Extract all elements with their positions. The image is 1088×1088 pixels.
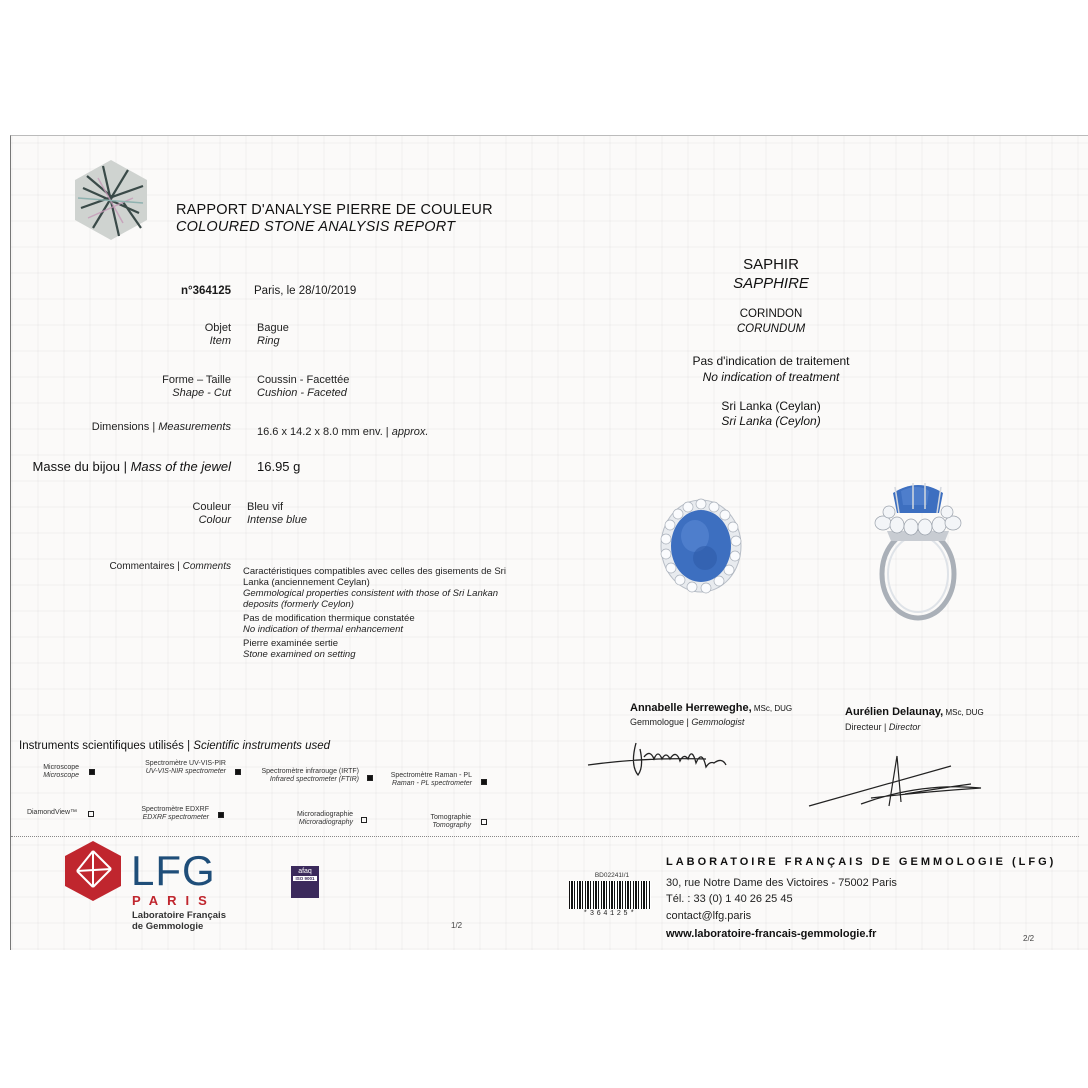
checkbox-ftir — [367, 775, 373, 781]
checkbox-raman-pl — [481, 779, 487, 785]
shape-cut-label: Forme – Taille Shape - Cut — [162, 374, 231, 399]
treatment-fr: Pas d'indication de traitement — [692, 354, 850, 368]
instruments-title: Instruments scientifiques utilisés | Scientific instruments used — [19, 740, 331, 752]
ring-top-view-photo — [659, 496, 743, 596]
signature-herreweghe — [586, 731, 771, 781]
comment-3: Pierre examinée sertie Stone examined on setting — [243, 638, 356, 660]
barcode-reference: BD02241I/1 — [594, 872, 630, 879]
item-value: Bague Ring — [257, 322, 289, 347]
page-number-2: 2/2 — [1023, 934, 1035, 943]
lab-phone: Tél. : 33 (0) 1 40 26 25 45 — [666, 893, 793, 905]
comments-label: Commentaires | Comments — [109, 561, 231, 572]
report-title-en: COLOURED STONE ANALYSIS REPORT — [176, 219, 456, 235]
gem-crystal-hexagon-icon — [73, 158, 149, 242]
comments-block — [243, 566, 533, 663]
instrument-microradiography: Microradiographie Microradiography — [296, 811, 353, 826]
instrument-edxrf: Spectromètre EDXRF EDXRF spectrometer — [141, 806, 209, 821]
instrument-microscope: Microscope Microscope — [43, 764, 79, 779]
instrument-tomography: Tomographie Tomography — [430, 814, 471, 829]
lab-address: 30, rue Notre Dame des Victoires - 75002 Paris — [666, 877, 897, 889]
lab-name-line1: Laboratoire Français — [132, 910, 226, 921]
lab-email[interactable]: contact@lfg.paris — [666, 910, 752, 922]
item-label: Objet Item — [204, 322, 231, 347]
checkbox-diamondview — [88, 811, 94, 817]
lab-name-line2: de Gemmologie — [132, 921, 204, 932]
report-title-fr: RAPPORT D'ANALYSE PIERRE DE COULEUR — [176, 202, 493, 218]
instrument-raman-pl: Spectromètre Raman - PL Raman - PL spectrometer — [390, 772, 472, 787]
mass-label: Masse du bijou | Mass of the jewel — [32, 459, 231, 474]
lfg-hexagon-logo-icon — [63, 839, 123, 903]
footer-divider — [11, 836, 1079, 837]
barcode-text: *364125* — [583, 910, 637, 918]
shape-cut-value: Coussin - Facettée Cushion - Faceted — [257, 374, 350, 399]
signatory-2-name: Aurélien Delaunay, MSc, DUG — [845, 706, 984, 718]
checkbox-microscope — [89, 769, 95, 775]
signatory-1-role: Gemmologue | Gemmologist — [630, 717, 745, 727]
colour-label: Couleur Colour — [192, 501, 231, 526]
signatory-1-name: Annabelle Herreweghe, MSc, DUG — [630, 702, 793, 714]
origin-fr: Sri Lanka (Ceylan) — [721, 399, 821, 413]
page-number-1: 1/2 — [451, 921, 463, 930]
family-fr: CORINDON — [739, 308, 803, 320]
checkbox-microradiography — [361, 817, 367, 823]
report-date: Paris, le 28/10/2019 — [254, 285, 357, 297]
treatment-en: No indication of treatment — [702, 370, 840, 384]
afaq-iso-badge: afaq ISO 9001 — [291, 866, 319, 898]
lfg-city: PARIS — [132, 893, 216, 908]
instrument-ftir: Spectromètre infrarouge (IRTF) Infrared spectrometer (FTIR) — [261, 768, 359, 783]
lab-website[interactable]: www.laboratoire-francais-gemmologie.fr — [666, 928, 877, 940]
instrument-uv-vis-nir: Spectromètre UV-VIS-PIR UV-VIS-NIR spectrometer — [145, 760, 226, 775]
species-fr: SAPHIR — [743, 256, 799, 273]
species-en: SAPPHIRE — [733, 275, 809, 292]
signatory-2-role: Directeur | Director — [845, 722, 921, 732]
instrument-diamondview: DiamondView™ — [26, 809, 77, 816]
checkbox-tomography — [481, 819, 487, 825]
comment-2: Pas de modification thermique constatée No indication of thermal enhancement — [243, 613, 415, 635]
gemmology-report-sheet — [10, 135, 1088, 950]
lab-full-title: LABORATOIRE FRANÇAIS DE GEMMOLOGIE (LFG) — [666, 856, 1057, 868]
comment-1: Caractéristiques compatibles avec celles des gisements de Sri Lanka (anciennement Ceylan) Gemmological properties consistent with those of Sri Lankan deposits (formerly Ceylon) — [243, 566, 506, 610]
mass-value: 16.95 g — [257, 459, 301, 474]
ring-side-view-photo — [873, 479, 963, 621]
family-en: CORUNDUM — [736, 323, 806, 335]
colour-value: Bleu vif Intense blue — [247, 501, 307, 526]
signature-delaunay — [801, 748, 991, 810]
dimensions-value: 16.6 x 14.2 x 8.0 mm env. | approx. — [257, 426, 429, 438]
origin-en: Sri Lanka (Ceylon) — [721, 414, 821, 428]
dimensions-label: Dimensions | Measurements — [91, 421, 231, 433]
barcode — [569, 881, 651, 909]
lfg-brand: LFG — [131, 847, 216, 894]
report-number: n°364125 — [181, 285, 231, 297]
checkbox-edxrf — [218, 812, 224, 818]
